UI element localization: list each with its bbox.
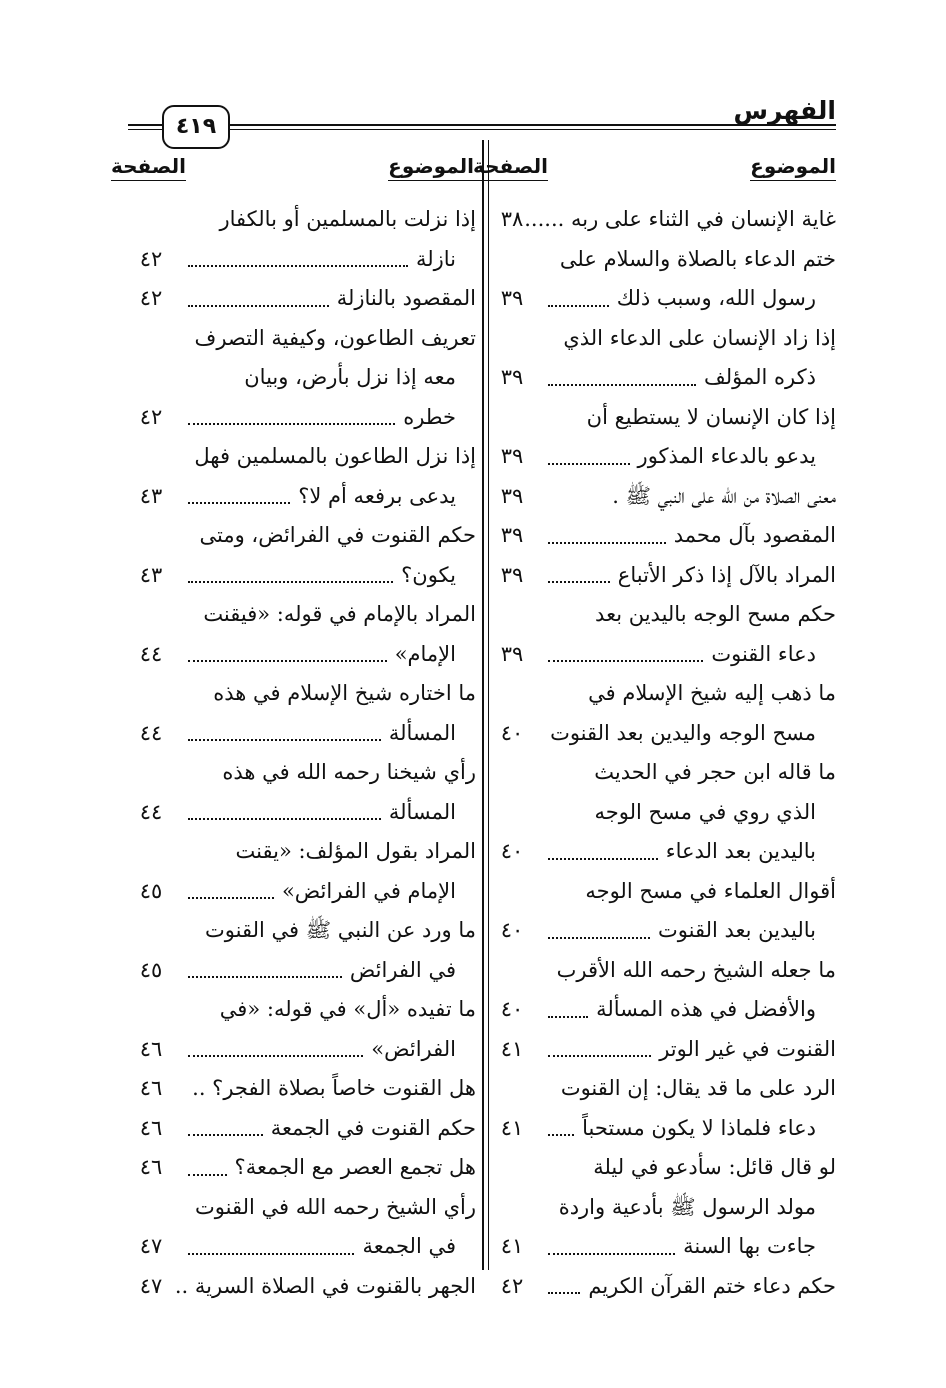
entry-topic: دعاء فلماذا لا يكون مستحباً xyxy=(582,1115,816,1140)
index-entry xyxy=(486,1267,836,1307)
index-entry xyxy=(486,832,836,872)
index-entry xyxy=(486,279,836,319)
entry-topic: مولد الرسول ﷺ بأدعية واردة xyxy=(558,1194,816,1219)
entry-topic: ما جعله الشيخ رحمه الله الأقرب xyxy=(556,957,836,982)
entry-topic: يدعو بالدعاء المذكور xyxy=(637,444,816,468)
index-entry xyxy=(486,398,836,438)
entry-page-number: ٣٩ xyxy=(500,562,524,587)
right-page-header: الصفحة xyxy=(473,152,548,181)
leader-dots xyxy=(188,1174,227,1176)
index-entry xyxy=(486,358,836,398)
index-entry xyxy=(486,516,836,556)
entry-topic: في الفرائض xyxy=(349,957,456,982)
leader-dots xyxy=(548,384,696,386)
leader-dots xyxy=(548,305,609,307)
entry-topic: ما ذهب إليه شيخ الإسلام في xyxy=(588,681,836,705)
entry-topic: رأي شيخنا رحمه الله في هذه xyxy=(222,760,476,784)
entry-page-number: ٤٠ xyxy=(500,839,524,863)
index-entry xyxy=(126,1069,476,1109)
index-entry xyxy=(486,793,836,833)
entry-topic: باليدين بعد القنوت xyxy=(658,918,816,942)
index-entry xyxy=(126,1109,476,1149)
index-entry xyxy=(486,990,836,1030)
entry-topic: الإمام في الفرائض» xyxy=(281,878,456,903)
entry-page-number: ٤٤ xyxy=(139,799,163,824)
entry-page-number: ٣٩ xyxy=(500,444,524,468)
leader-dots xyxy=(548,858,658,860)
left-topic-header: الموضوع xyxy=(388,152,474,181)
index-entry xyxy=(126,279,476,319)
entry-page-number: ٣٩ xyxy=(500,483,524,508)
entry-page-number: ٤٢ xyxy=(139,286,163,310)
index-entry xyxy=(126,437,476,477)
entry-topic: ما تفيده «أل» في قوله: «في xyxy=(219,997,476,1021)
index-entry xyxy=(126,1267,476,1307)
entry-topic: إذا كان الإنسان لا يستطيع أن xyxy=(586,404,836,429)
page-number: ٤١٩ xyxy=(162,105,230,149)
entry-page-number: ٤٠ xyxy=(500,720,524,745)
leader-dots xyxy=(188,1253,354,1255)
entry-topic: مسح الوجه واليدين بعد القنوت xyxy=(550,720,816,745)
entry-topic: خطره xyxy=(403,404,456,429)
index-entry xyxy=(486,200,836,240)
index-entry xyxy=(486,437,836,477)
index-entry xyxy=(486,477,836,517)
leader-dots xyxy=(548,1134,574,1136)
entry-topic: القنوت في غير الوتر xyxy=(659,1036,836,1061)
entry-page-number: ٤٠ xyxy=(500,918,524,942)
entry-topic: والأفضل في هذه المسألة xyxy=(596,997,816,1021)
index-entry xyxy=(486,1109,836,1149)
entry-topic: حكم دعاء ختم القرآن الكريم xyxy=(588,1273,836,1298)
index-entry xyxy=(486,1188,836,1228)
index-entry xyxy=(126,911,476,951)
entry-page-number: ٤٧ xyxy=(139,1273,163,1298)
entry-topic: هل القنوت خاصاً بصلاة الفجر؟ .. xyxy=(192,1076,476,1100)
index-entry xyxy=(486,1227,836,1267)
index-entry xyxy=(486,595,836,635)
entry-topic: باليدين بعد الدعاء xyxy=(665,839,816,863)
entry-topic: أقوال العلماء في مسح الوجه xyxy=(585,878,836,903)
index-entry xyxy=(486,635,836,675)
right-index-column xyxy=(486,200,836,1306)
index-entry xyxy=(126,516,476,556)
entry-topic: يدعى برفعه أم لا؟ xyxy=(298,483,456,508)
entry-topic: ما ورد عن النبي ﷺ في القنوت xyxy=(205,918,476,942)
leader-dots xyxy=(548,463,630,465)
entry-topic: المراد بالإمام في قوله: «فيقنت xyxy=(203,602,476,626)
entry-page-number: ٣٩ xyxy=(500,641,524,666)
entry-topic: لو قال قائل: سأدعو في ليلة xyxy=(593,1155,836,1179)
index-entry xyxy=(486,1148,836,1188)
entry-topic: حكم القنوت في الجمعة xyxy=(270,1115,476,1140)
entry-page-number: ٤٧ xyxy=(139,1234,163,1258)
leader-dots xyxy=(188,660,387,662)
entry-topic: نازلة xyxy=(415,246,456,271)
leader-dots xyxy=(548,937,650,939)
entry-topic: ما اختاره شيخ الإسلام في هذه xyxy=(213,681,476,705)
index-entry xyxy=(486,674,836,714)
index-entry xyxy=(486,1030,836,1070)
entry-topic: رأي الشيخ رحمه الله في القنوت xyxy=(195,1194,476,1219)
index-entry xyxy=(126,240,476,280)
index-entry xyxy=(486,1069,836,1109)
entry-page-number: ٤٦ xyxy=(139,1076,163,1100)
leader-dots xyxy=(548,1292,580,1294)
entry-topic: حكم القنوت في الفرائض، ومتى xyxy=(199,523,476,547)
index-entry xyxy=(126,595,476,635)
leader-dots xyxy=(188,581,393,583)
leader-dots xyxy=(188,739,381,741)
entry-page-number: ٤٦ xyxy=(139,1115,163,1140)
index-entry xyxy=(486,319,836,359)
leader-dots xyxy=(188,976,342,978)
leader-dots xyxy=(188,1134,263,1136)
index-entry xyxy=(486,240,836,280)
leader-dots xyxy=(548,542,666,544)
entry-topic: المراد بقول المؤلف: «يقنت xyxy=(235,839,476,863)
entry-page-number: ٣٨ xyxy=(500,207,524,231)
entry-topic: الذي روي في مسح الوجه xyxy=(594,799,816,824)
entry-topic: في الجمعة xyxy=(362,1234,456,1258)
entry-page-number: ٣٩ xyxy=(500,286,524,310)
leader-dots xyxy=(188,265,408,267)
index-entry xyxy=(126,1188,476,1228)
entry-topic: حكم مسح الوجه باليدين بعد xyxy=(595,602,836,626)
entry-page-number: ٤٥ xyxy=(139,878,163,903)
entry-topic: الرد على ما قد يقال: إن القنوت xyxy=(560,1076,836,1100)
index-entry xyxy=(486,951,836,991)
index-entry xyxy=(126,793,476,833)
entry-topic: دعاء القنوت xyxy=(711,641,816,666)
entry-page-number: ٤٢ xyxy=(500,1273,524,1298)
index-entry xyxy=(126,635,476,675)
entry-page-number: ٤٤ xyxy=(139,720,163,745)
index-entry xyxy=(486,753,836,793)
leader-dots xyxy=(548,660,703,662)
entry-topic: هل تجمع العصر مع الجمعة؟ xyxy=(234,1155,476,1179)
leader-dots xyxy=(188,305,329,307)
index-entry xyxy=(486,556,836,596)
index-entry xyxy=(486,872,836,912)
index-entry xyxy=(126,990,476,1030)
index-entry xyxy=(126,832,476,872)
index-entry xyxy=(126,398,476,438)
index-entry xyxy=(126,951,476,991)
index-entry xyxy=(126,1030,476,1070)
left-index-column xyxy=(126,200,476,1306)
entry-topic: ذكره المؤلف xyxy=(704,365,816,389)
leader-dots xyxy=(548,1016,588,1018)
entry-topic: غاية الإنسان في الثناء على ربه ...... xyxy=(524,207,836,231)
index-entry xyxy=(126,714,476,754)
entry-topic: رسول الله، وسبب ذلك xyxy=(616,286,816,310)
entry-topic: الفرائض» xyxy=(371,1036,456,1061)
index-entry xyxy=(126,200,476,240)
entry-topic: المقصود بآل محمد xyxy=(673,523,836,547)
index-entry xyxy=(486,714,836,754)
leader-dots xyxy=(548,1253,675,1255)
leader-dots xyxy=(548,1055,651,1057)
entry-page-number: ٤١ xyxy=(500,1036,524,1061)
entry-page-number: ٣٩ xyxy=(500,523,524,547)
entry-topic: ختم الدعاء بالصلاة والسلام على xyxy=(559,246,836,271)
index-entry xyxy=(126,477,476,517)
leader-dots xyxy=(188,502,290,504)
index-entry xyxy=(126,1227,476,1267)
entry-topic: معنى الصلاة من الله على النبي ﷺ . xyxy=(612,483,836,508)
entry-topic: المقصود بالنازلة xyxy=(336,286,476,310)
index-entry xyxy=(126,674,476,714)
entry-page-number: ٤٣ xyxy=(139,562,163,587)
entry-page-number: ٣٩ xyxy=(500,365,524,389)
entry-topic: إذا نزلت بالمسلمين أو بالكفار xyxy=(219,207,476,231)
column-divider xyxy=(482,140,484,1270)
entry-page-number: ٤٠ xyxy=(500,997,524,1021)
leader-dots xyxy=(188,1055,363,1057)
index-entry xyxy=(126,872,476,912)
entry-topic: معه إذا نزل بأرض، وبيان xyxy=(244,365,456,389)
entry-page-number: ٤١ xyxy=(500,1234,524,1258)
entry-topic: جاءت بها السنة xyxy=(683,1234,816,1258)
index-entry xyxy=(126,1148,476,1188)
entry-topic: إذا زاد الإنسان على الدعاء الذي xyxy=(563,325,836,350)
index-entry xyxy=(126,358,476,398)
index-entry xyxy=(126,319,476,359)
entry-page-number: ٤٦ xyxy=(139,1155,163,1179)
index-entry xyxy=(126,753,476,793)
index-entry xyxy=(126,556,476,596)
entry-topic: يكون؟ xyxy=(401,562,456,587)
entry-topic: ما قاله ابن حجر في الحديث xyxy=(594,760,836,784)
left-page-header: الصفحة xyxy=(111,152,186,181)
entry-page-number: ٤٤ xyxy=(139,641,163,666)
entry-page-number: ٤٣ xyxy=(139,483,163,508)
entry-topic: إذا نزل الطاعون بالمسلمين فهل xyxy=(194,444,476,468)
leader-dots xyxy=(188,818,381,820)
right-topic-header: الموضوع xyxy=(750,152,836,181)
entry-topic: تعريف الطاعون، وكيفية التصرف xyxy=(194,325,476,350)
leader-dots xyxy=(188,897,274,899)
entry-topic: المسألة xyxy=(388,720,456,745)
index-entry xyxy=(486,911,836,951)
entry-topic: الجهر بالقنوت في الصلاة السرية .. xyxy=(174,1273,476,1298)
entry-topic: المراد بالآل إذا ذكر الأتباع xyxy=(617,562,836,587)
entry-page-number: ٤٢ xyxy=(139,404,163,429)
entry-page-number: ٤٢ xyxy=(139,246,163,271)
entry-page-number: ٤٥ xyxy=(139,957,163,982)
leader-dots xyxy=(188,423,395,425)
entry-topic: المسألة xyxy=(388,799,456,824)
leader-dots xyxy=(548,581,610,583)
entry-topic: الإمام» xyxy=(394,641,456,666)
header-rule xyxy=(128,124,836,130)
page-title: الفهرس xyxy=(733,96,836,125)
entry-page-number: ٤٦ xyxy=(139,1036,163,1061)
entry-page-number: ٤١ xyxy=(500,1115,524,1140)
